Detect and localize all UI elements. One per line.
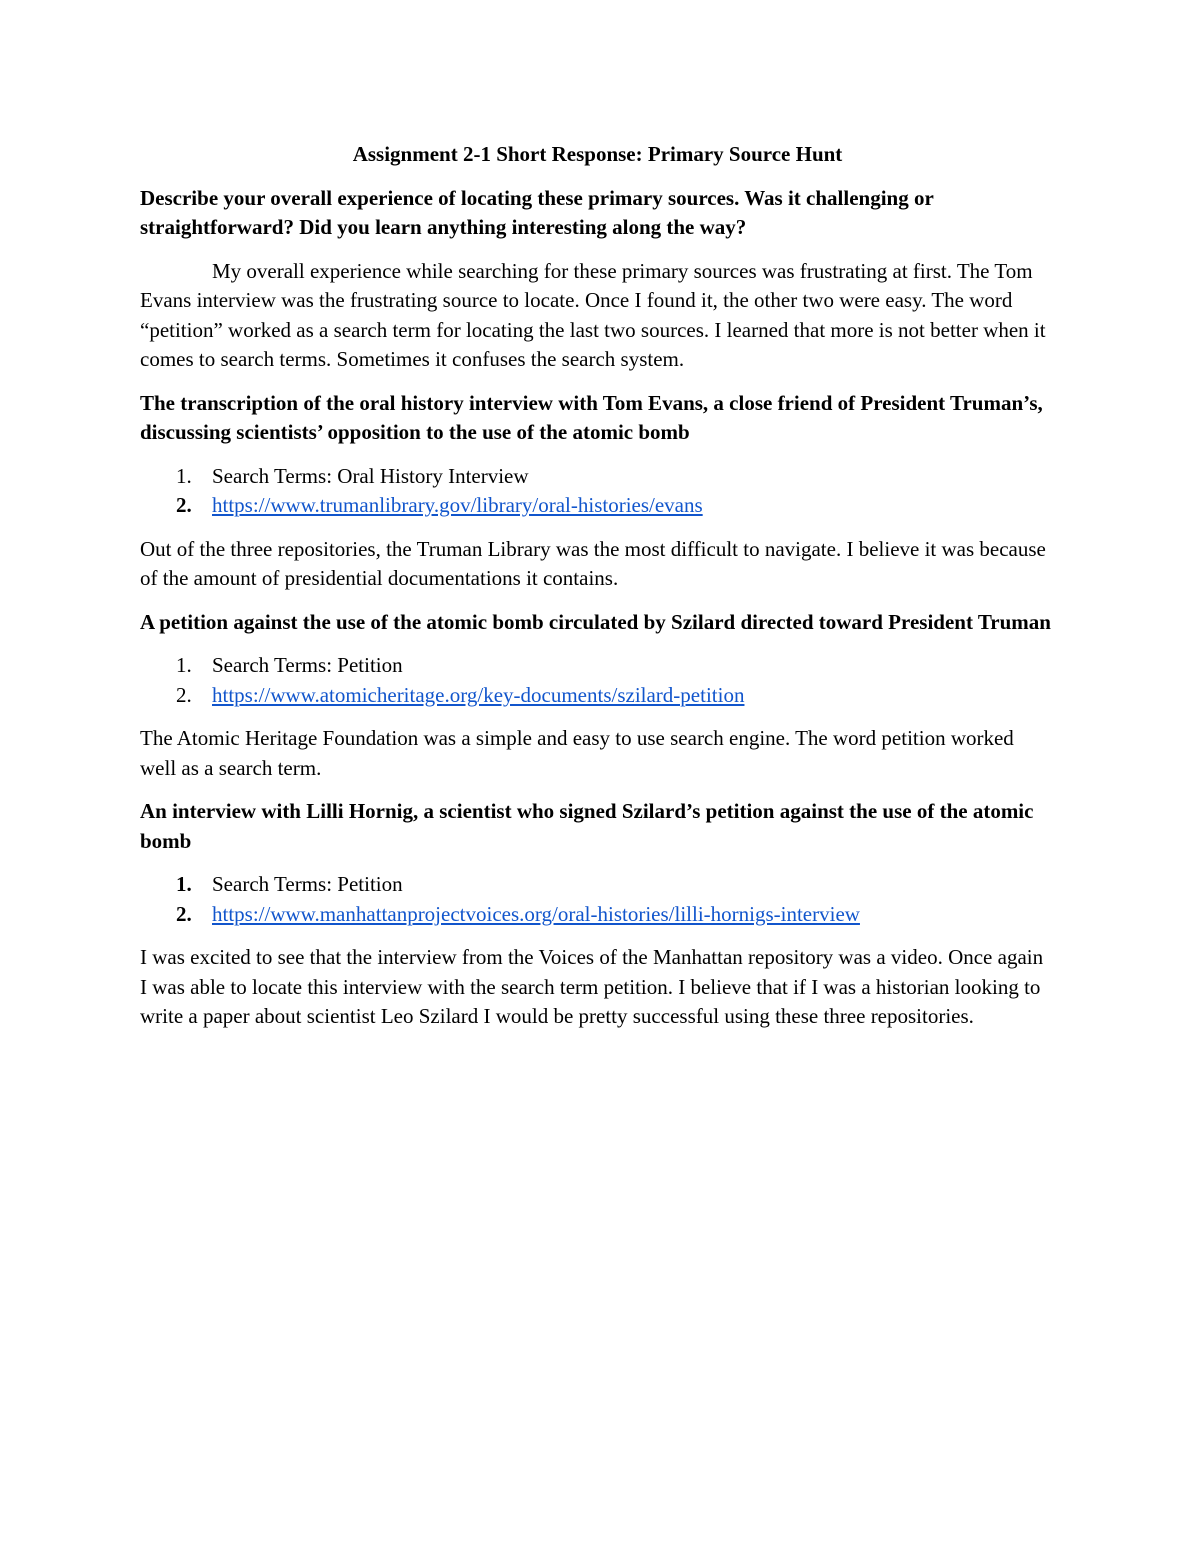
list-number: 1. bbox=[176, 653, 192, 677]
search-terms-text: Search Terms: Oral History Interview bbox=[212, 463, 529, 488]
list-number: 1. bbox=[176, 872, 192, 896]
list-number: 1. bbox=[176, 463, 192, 488]
list-number: 2. bbox=[176, 901, 192, 926]
list-item bbox=[140, 462, 1055, 492]
intro-answer: My overall experience while searching for these primary sources was frustrating at first. The Tom Evans interview was the frustrating source to locate. Once I found it, the other two were easy. The word “petition” worked as a search term for locating the last two sources. I learned that more is not better when it comes to search terms. Sometimes it confuses the search system. bbox=[140, 258, 1046, 371]
list-item bbox=[140, 870, 1055, 900]
intro-question: Describe your overall experience of locating these primary sources. Was it challenging or straightforward? Did you learn anything interesting along the way? bbox=[140, 185, 934, 239]
source-comment-tom-evans: Out of the three repositories, the Truman Library was the most difficult to navigate. I believe it was because of the amount of presidential documentations it contains. bbox=[140, 536, 1046, 590]
list-item bbox=[140, 491, 1055, 521]
source-heading-tom-evans: The transcription of the oral history interview with Tom Evans, a close friend of President Truman’s, discussing scientists’ opposition to the use of the atomic bomb bbox=[140, 390, 1043, 444]
source-link-manhattan-project-voices[interactable]: https://www.manhattanprojectvoices.org/oral-histories/lilli-hornigs-interview bbox=[212, 901, 860, 926]
list-item bbox=[140, 651, 1055, 681]
source-link-atomic-heritage[interactable]: https://www.atomicheritage.org/key-documents/szilard-petition bbox=[212, 682, 745, 707]
source-comment-szilard-petition: The Atomic Heritage Foundation was a simple and easy to use search engine. The word petition worked well as a search term. bbox=[140, 726, 1014, 780]
document-page bbox=[140, 140, 1055, 1046]
source-list-szilard-petition bbox=[140, 651, 1055, 710]
document-title: Assignment 2-1 Short Response: Primary Source Hunt bbox=[352, 142, 843, 166]
source-list-tom-evans bbox=[140, 462, 1055, 521]
source-heading-szilard-petition: A petition against the use of the atomic bomb circulated by Szilard directed toward President Truman bbox=[140, 609, 1051, 634]
source-link-truman-library[interactable]: https://www.trumanlibrary.gov/library/oral-histories/evans bbox=[212, 493, 703, 517]
list-item bbox=[140, 681, 1055, 711]
list-number: 2. bbox=[176, 682, 192, 707]
search-terms-text: Search Terms: Petition bbox=[212, 872, 403, 896]
source-list-lilli-hornig bbox=[140, 870, 1055, 929]
list-number: 2. bbox=[176, 493, 192, 517]
search-terms-text: Search Terms: Petition bbox=[212, 653, 403, 677]
list-item bbox=[140, 900, 1055, 930]
source-heading-lilli-hornig: An interview with Lilli Hornig, a scientist who signed Szilard’s petition against the use of the atomic bomb bbox=[140, 799, 1034, 853]
source-comment-lilli-hornig: I was excited to see that the interview from the Voices of the Manhattan repository was a video. Once again I was able to locate this interview with the search term petition. I believe that if I was a historian looking to write a paper about scientist Leo Szilard I would be pretty successful using these three repositories. bbox=[140, 945, 1044, 1028]
